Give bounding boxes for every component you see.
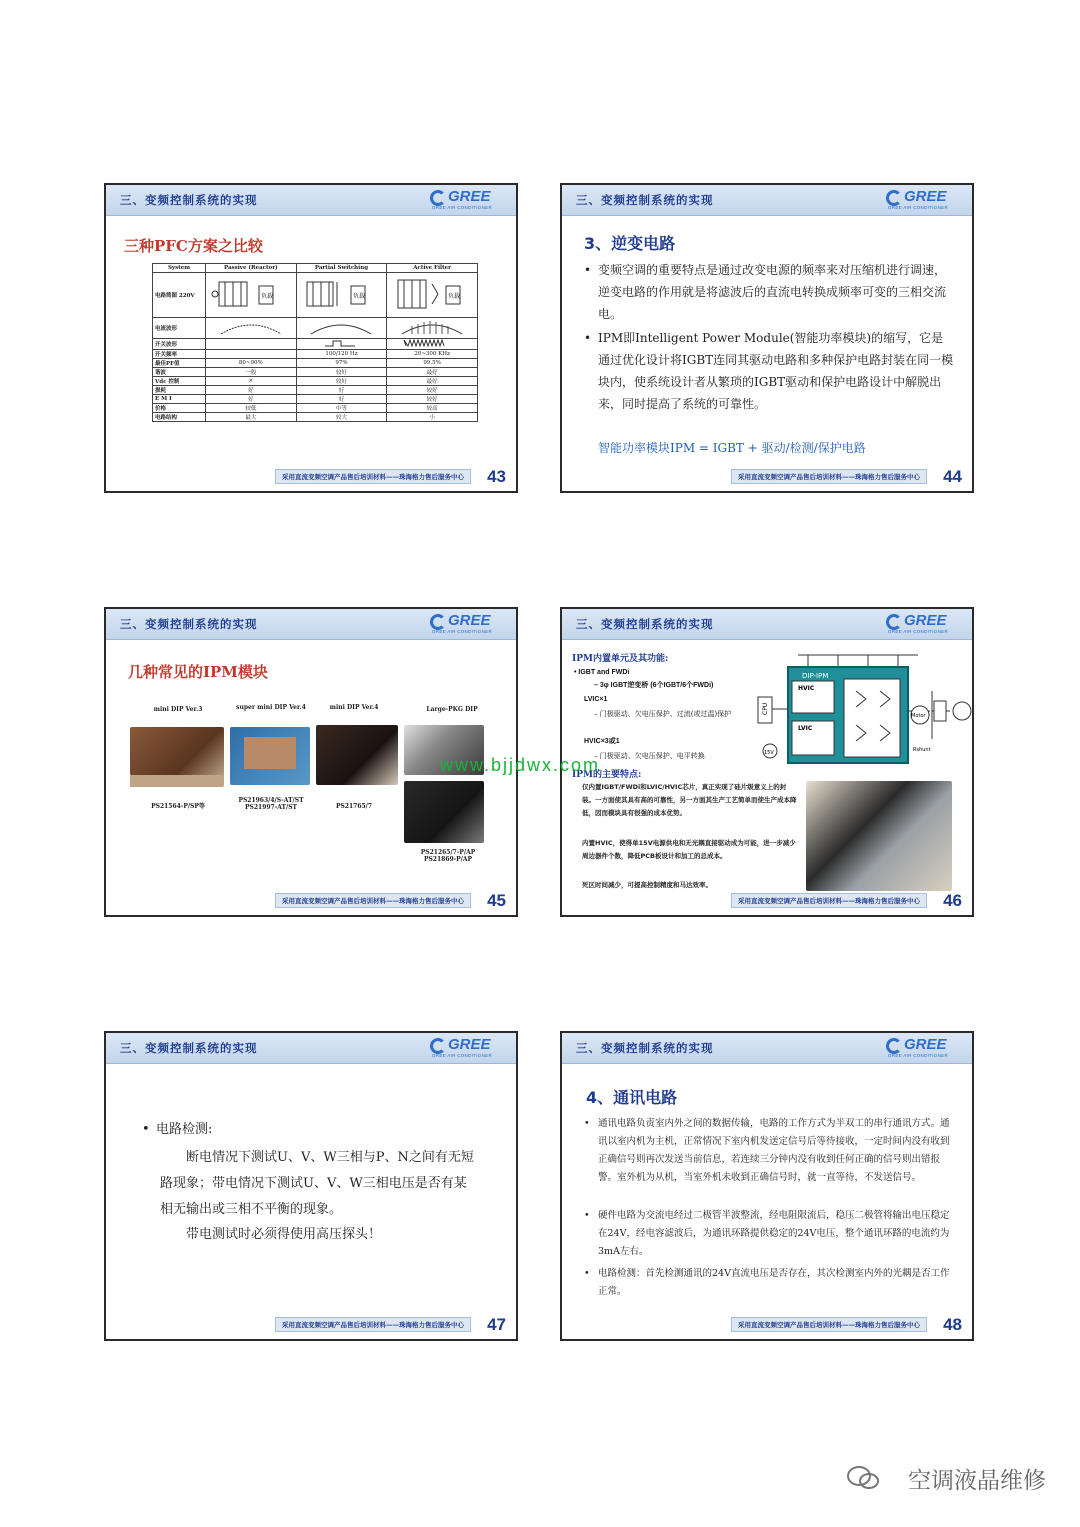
slide-footer: 采用直流变频空调产品售后培训材料——珠海格力售后服务中心 46 [562, 889, 972, 915]
module-name-4: Large-PKG DIP [426, 706, 478, 713]
pfc-comparison-table: System Passive (Reactor) Partial Switching Active Filter 电路简图 220V 负载 负载 负载 电流波形 开关波形 开关频率 100/120 Hz 20~300 KHz 最佳PF值 80~90% 97% 99.5% 谐波 一般 较好 最好 Vdc 控制 × 较好 最好 损耗 好 好 较好 E M I 好 好 较好 价格 较低 中等 较高 电路结构 最大 较大 小 [152, 263, 478, 422]
slide-title: 几种常见的IPM模块 [128, 663, 268, 681]
page-number: 48 [943, 1315, 962, 1334]
gree-logo: GREE GREE AIR CONDITIONER [888, 612, 949, 634]
slide-44 [560, 183, 974, 493]
module-part-4: PS21265/7-P/AP PS21869-P/AP [420, 849, 476, 863]
bullet-2: • IPM即Intelligent Power Module(智能功率模块)的缩写，它是通过优化设计将IGBT连同其驱动电路和多种保护电路封装在同一模块内，使系统设计者从繁琐的IGBT驱动和保护电路设计中解脱出来，同时提高了系统的可靠性。 [584, 327, 954, 415]
partial-circuit-sketch [296, 273, 387, 318]
wechat-icon [846, 1465, 880, 1491]
ipm-block-diagram [748, 651, 972, 769]
slide-46: 三、变频控制系统的实现 GREE GREE AIR CONDITIONER IPM内置单元及其功能: • IGBT and FWDi – 3φ IGBT逆变桥 (6个IGBT/6个FWDi) LVIC×1 – 门极驱动、欠电压保护、过流(或过温)保护 HVIC×3或1 – 门极驱动、欠电压保护、电平转换 DIP-IPM HVIC LVIC CPU 15V Motor Rshunt IPM的主要特点: 仅内置IGBT/FWDi和LVIC/HVIC芯片，真正实现了硅片级意义上的封装。一方面使其具有高的可靠性，另一方面其生产工艺简单而使生产成本降低，因而模块具有很强的成本优势。 内置HVIC，使得单15V电源供电和无光耦直接驱动成为可能，进一步减少周边器件个数，降低PCB板设计和加工的总成本。 死区时间减少，可提高控制精度和马达效率。 采用直流变频空调产品售后培训材料——珠海格力售后服务中心 46 [560, 607, 974, 917]
page-number: 46 [943, 891, 962, 910]
bullet-1: • 通讯电路负责室内外之间的数据传输，电路的工作方式为半双工的串行通讯方式。通讯以室内机为主机，正常情况下室内机发送定信号后等待接收，一定时间内没有收到正确信号则再次发送当前信息，若连续三分钟内没有收到任何正确的信号则出错报警。室外机为从机，当室外机未收到正确信号时，就一直等待，不发送信号。 [584, 1115, 954, 1187]
module-part-3: PS21765/7 [335, 803, 373, 810]
svg-text:Rshunt: Rshunt [913, 747, 931, 753]
slide-footer: 采用直流变频空调产品售后培训材料——珠海格力售后服务中心 45 [106, 889, 516, 915]
slide-footer: 采用直流变频空调产品售后培训材料——珠海格力售后服务中心 48 [562, 1313, 972, 1339]
active-circuit-sketch [387, 273, 478, 318]
svg-text:负载: 负载 [448, 293, 461, 300]
slide-header [106, 185, 516, 216]
slide-header: 三、变频控制系统的实现 GREE GREE AIR CONDITIONER [106, 1033, 516, 1064]
paragraph-1: 断电情况下测试U、V、W三相与P、N之间有无短路现象；带电情况下测试U、V、W三相电压是否有某相无输出或三相不平衡的现象。 [160, 1150, 474, 1217]
slide-47 [104, 1031, 518, 1341]
feature-1: 仅内置IGBT/FWDi和LVIC/HVIC芯片，真正实现了硅片级意义上的封装。一方面使其具有高的可靠性，另一方面其生产工艺简单而使生产成本降低，因而模块具有很强的成本优势。 [582, 783, 797, 817]
slide-title: 4、通讯电路 [586, 1088, 678, 1107]
gree-logo: GREE GREE AIR CONDITIONER [432, 188, 493, 210]
feature-3: 死区时间减少，可提高控制精度和马达效率。 [582, 881, 712, 889]
gree-logo: GREE GREE AIR CONDITIONER [888, 188, 949, 210]
gree-logo: GREE GREE AIR CONDITIONER [432, 1036, 493, 1058]
bullet-3: • 电路检测：首先检测通讯的24V直流电压是否存在，其次检测室内外的光耦是否工作正常。 [584, 1265, 954, 1301]
module-part-2: PS21963/4/S-AT/ST PS21997-AT/ST [238, 797, 304, 811]
slide-48 [560, 1031, 974, 1341]
ipm-module-photo-5 [404, 781, 484, 843]
svg-text:15V: 15V [764, 750, 774, 756]
svg-text:负载: 负载 [260, 293, 273, 300]
paragraph-2: 带电测试时必须得使用高压探头！ [186, 1227, 382, 1242]
feature-2: 内置HVIC，使得单15V电源供电和无光耦直接驱动成为可能，进一步减少周边器件个数，降低PCB板设计和加工的总成本。 [582, 839, 796, 860]
header-title: 三、变频控制系统的实现 [120, 193, 258, 207]
passive-circuit-sketch [206, 273, 297, 318]
page-number: 47 [487, 1315, 506, 1334]
ipm-formula: 智能功率模块IPM = IGBT + 驱动/检测/保护电路 [598, 441, 866, 455]
page-number: 45 [487, 891, 506, 910]
slide-footer: 采用直流变频空调产品售后培训材料——珠海格力售后服务中心 44 [562, 465, 972, 491]
ipm-cutaway-photo [806, 781, 952, 891]
svg-text:Motor: Motor [911, 713, 926, 719]
svg-text:DIP-IPM: DIP-IPM [802, 672, 829, 680]
slide-header: 三、变频控制系统的实现 GREE GREE AIR CONDITIONER [106, 609, 516, 640]
units-title: IPM内置单元及其功能: [572, 654, 669, 664]
page-number: 43 [487, 467, 506, 486]
brand-name: 空调液晶维修 [908, 1468, 1046, 1494]
gree-logo: GREE GREE AIR CONDITIONER [888, 1036, 949, 1058]
watermark: www.bjjdwx.com [440, 755, 601, 775]
slide-title: 三种PFC方案之比较 [124, 237, 263, 255]
svg-text:CPU: CPU [762, 702, 769, 715]
svg-text:HVIC: HVIC [798, 685, 815, 692]
module-name-2: super mini DIP Ver.4 [236, 704, 306, 711]
slide-header: 三、变频控制系统的实现 GREE GREE AIR CONDITIONER [562, 1033, 972, 1064]
svg-text:负载: 负载 [353, 293, 366, 300]
ipm-module-photo-2 [230, 727, 310, 785]
ipm-module-photo-3 [316, 725, 398, 785]
slide-header: 三、变频控制系统的实现 GREE GREE AIR CONDITIONER [562, 609, 972, 640]
ipm-module-photo-1 [130, 727, 224, 787]
bullet-2: • 硬件电路为交流电经过二极管半波整流，经电阻限流后，稳压二极管将输出电压稳定在24V，经电容滤波后，为通讯环路提供稳定的24V电压，整个通讯环路的电流约为3mA左右。 [584, 1207, 954, 1261]
svg-text:LVIC: LVIC [798, 725, 813, 732]
bullet-1: • 变频空调的重要特点是通过改变电源的频率来对压缩机进行调速，逆变电路的作用就是将滤波后的直流电转换成频率可变的三相交流电。 [584, 259, 954, 325]
features-title: IPM的主要特点: [572, 770, 642, 780]
bullet-circuit-check: • 电路检测: [142, 1119, 498, 1140]
module-name-1: mini DIP Ver.3 [153, 706, 203, 713]
gree-logo: GREE GREE AIR CONDITIONER [432, 612, 493, 634]
slide-footer: 采用直流变频空调产品售后培训材料——珠海格力售后服务中心 47 [106, 1313, 516, 1339]
module-part-1: PS21564-P/SP等 [151, 803, 205, 810]
page-number: 44 [943, 467, 962, 486]
slide-footer: 采用直流变频空调产品售后培训材料——珠海格力售后服务中心 43 [106, 465, 516, 491]
module-name-3: mini DIP Ver.4 [329, 704, 379, 711]
slide-title: 3、逆变电路 [584, 234, 676, 253]
slide-header: 三、变频控制系统的实现 GREE GREE AIR CONDITIONER [562, 185, 972, 216]
slide-43 [104, 183, 518, 493]
